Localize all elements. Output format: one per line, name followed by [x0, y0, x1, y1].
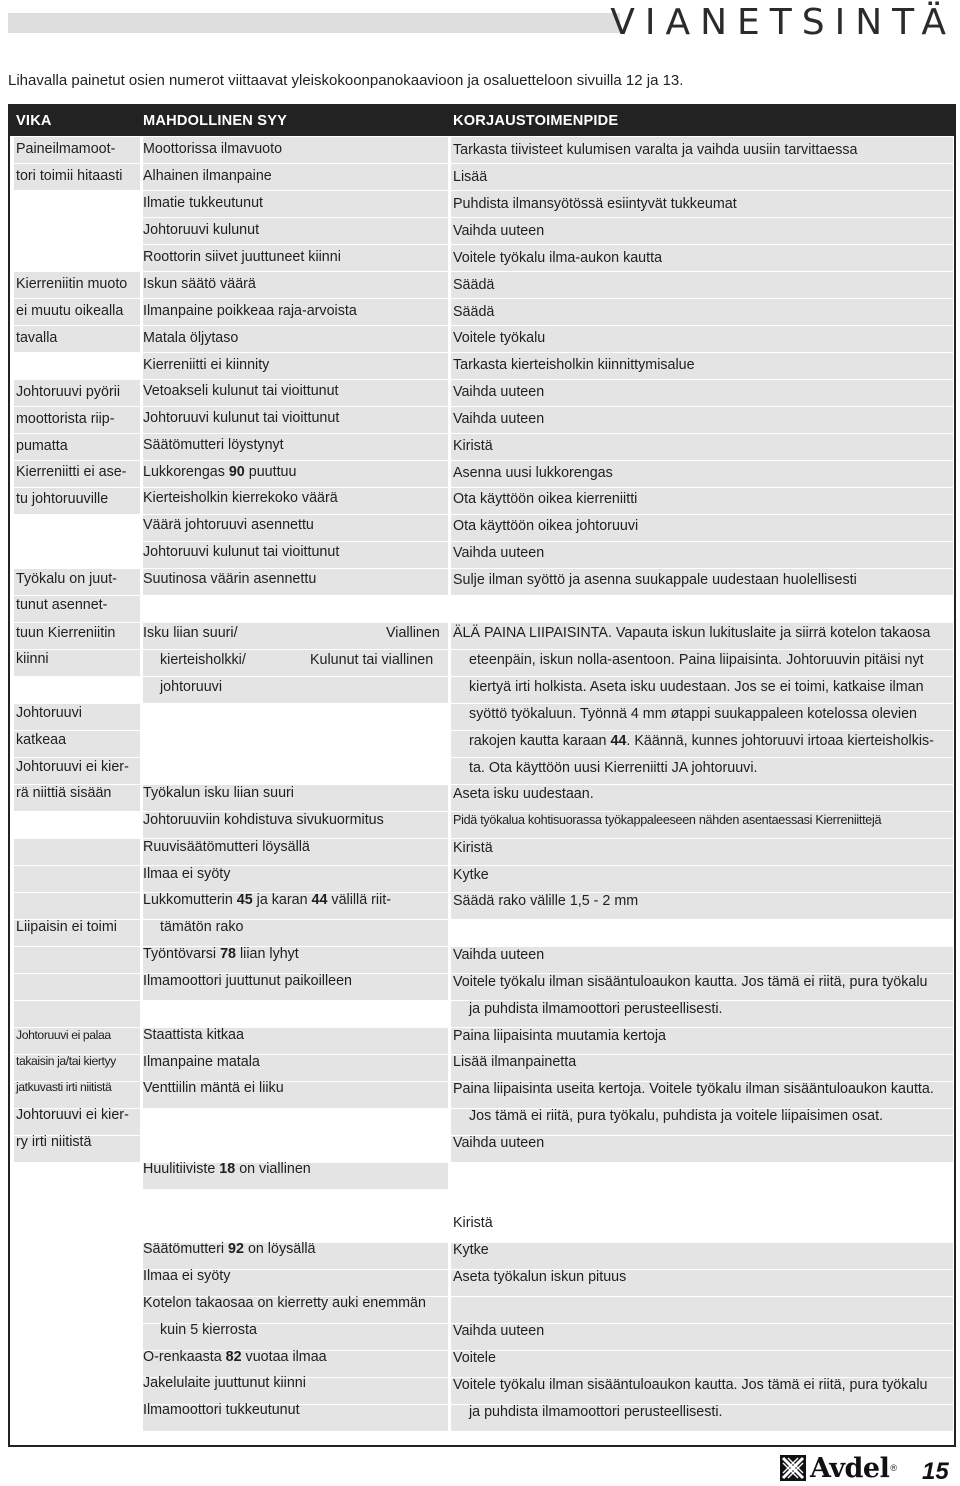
remedy-cell: Aseta isku uudestaan. — [453, 786, 594, 802]
remedy-cell — [469, 734, 934, 750]
cause-cell: Jakelulaite juuttunut kiinni — [143, 1375, 306, 1391]
fault-cell: Kierreniitti ei ase- — [16, 464, 127, 480]
cause-cell: Ilmaa ei syöty — [143, 866, 231, 882]
fault-cell: tunut asennet- — [16, 597, 108, 613]
cause-cell: Venttiilin mäntä ei liiku — [143, 1080, 284, 1096]
cause-cell: kuin 5 kierrosta — [160, 1322, 257, 1338]
cause-cell: Ilmamoottori juuttunut paikoilleen — [143, 973, 353, 989]
fault-cell: Johtoruuvi pyörii — [16, 384, 121, 400]
cause-cell — [143, 465, 296, 481]
cause-cell: Ilmanpaine matala — [143, 1054, 260, 1070]
fault-cell: tuun Kierreniitin — [16, 625, 116, 641]
part-number: 44 — [610, 733, 627, 749]
header-fault: VIKA — [16, 113, 52, 129]
cell-text: puuttuu — [248, 464, 297, 480]
cause-cell: Ilmanpaine poikkeaa raja-arvoista — [143, 303, 357, 319]
registered-mark: ® — [890, 1463, 897, 1473]
fault-cell: Johtoruuvi — [16, 705, 82, 721]
header-bar — [8, 13, 620, 33]
cell-text: Huulitiiviste — [143, 1161, 216, 1177]
fault-cell: kiinni — [16, 651, 49, 667]
remedy-cell: Puhdista ilmansyötössä esiintyvät tukkeumat — [453, 196, 737, 212]
avdel-logo-icon — [780, 1455, 806, 1481]
remedy-cell: ta. Ota käyttöön uusi Kierreniitti JA johtoruuvi. — [469, 760, 758, 776]
fault-cell: ei muutu oikealla — [16, 303, 124, 319]
row-stripe — [14, 974, 140, 1001]
cause-cell — [143, 1242, 316, 1258]
cell-text: Lukkomutterin — [143, 892, 233, 908]
remedy-cell: Kiristä — [453, 840, 493, 856]
remedy-cell: Tarkasta tiivisteet kulumisen varalta ja vaihda uusiin tarvittaessa — [453, 142, 858, 158]
remedy-cell: Pidä työkalua kohtisuorassa työkappaleeseen nähden asentaessasi Kierreniittejä — [453, 813, 882, 827]
fault-cell: tori toimii hitaasti — [16, 168, 123, 184]
remedy-cell: Kytke — [453, 867, 489, 883]
intro-text: Lihavalla painetut osien numerot viittaavat yleiskokoonpanokaavioon ja osaluetteloon sivuilla 12 ja 13. — [8, 72, 684, 89]
row-stripe — [14, 1001, 140, 1028]
fault-cell: Työkalu on juut- — [16, 571, 117, 587]
cause-cell: Johtoruuvi kulunut tai vioittunut — [143, 410, 340, 426]
fault-cell: Paineilmamoot- — [16, 141, 116, 157]
cause-cell: Viallinen — [386, 625, 440, 641]
cell-text: Säätömutteri — [143, 1241, 225, 1257]
cause-cell: Kierteisholkin kierrekoko väärä — [143, 490, 338, 506]
cell-text: rakojen kautta karaan — [469, 733, 607, 749]
cause-cell: Alhainen ilmanpaine — [143, 168, 272, 184]
remedy-cell: Säädä rako välille 1,5 - 2 mm — [453, 893, 639, 909]
page-number: 15 — [922, 1458, 949, 1485]
cause-cell: Kotelon takaosaa on kierretty auki enemmän — [143, 1295, 426, 1311]
fault-cell: Johtoruuvi ei palaa — [16, 1028, 111, 1042]
remedy-cell: Vaihda uuteen — [453, 411, 545, 427]
cause-cell: Kierreniitti ei kiinnity — [143, 357, 270, 373]
remedy-cell: Asenna uusi lukkorengas — [453, 465, 613, 481]
remedy-cell: Jos tämä ei riitä, pura työkalu, puhdista ja voitele liipaisimen osat. — [469, 1108, 884, 1124]
fault-cell: moottorista riip- — [16, 411, 115, 427]
remedy-cell: Ota käyttöön oikea johtoruuvi — [453, 518, 639, 534]
remedy-cell: Sulje ilman syöttö ja asenna suukappale uudestaan huolellisesti — [453, 572, 857, 588]
remedy-cell: ÄLÄ PAINA LIIPAISINTA. Vapauta iskun lukituslaite ja siirrä kotelon takaosa — [453, 625, 931, 641]
cause-cell: Iskun säätö väärä — [143, 276, 256, 292]
fault-cell: Kierreniitin muoto — [16, 276, 128, 292]
remedy-cell: Voitele työkalu ilman sisääntuloaukon kautta. Jos tämä ei riitä, pura työkalu — [453, 1377, 928, 1393]
remedy-cell: Lisää — [453, 169, 488, 185]
row-stripe — [451, 866, 953, 893]
row-stripe — [451, 1351, 953, 1378]
remedy-cell: Ota käyttöön oikea kierreniitti — [453, 491, 638, 507]
remedy-cell: Voitele työkalu — [453, 330, 546, 346]
cell-text: vuotaa ilmaa — [245, 1349, 327, 1365]
part-number: 18 — [219, 1161, 236, 1177]
fault-cell: takaisin ja/tai kiertyy — [16, 1054, 116, 1068]
fault-cell: rä niittiä sisään — [16, 785, 112, 801]
cause-cell: Väärä johtoruuvi asennettu — [143, 517, 314, 533]
row-stripe — [14, 866, 140, 893]
remedy-cell: Vaihda uuteen — [453, 1135, 545, 1151]
remedy-cell: Tarkasta kierteisholkin kiinnittymisalue — [453, 357, 695, 373]
remedy-cell: Kiristä — [453, 1215, 493, 1231]
part-number: 90 — [228, 464, 245, 480]
row-stripe — [451, 299, 953, 326]
remedy-cell: Paina liipaisinta muutamia kertoja — [453, 1028, 666, 1044]
part-number: 45 — [236, 892, 253, 908]
cause-cell: johtoruuvi — [160, 679, 222, 695]
cause-cell: Johtoruuviin kohdistuva sivukuormitus — [143, 812, 384, 828]
cause-cell: Moottorissa ilmavuoto — [143, 141, 283, 157]
cause-cell: Työkalun isku liian suuri — [143, 785, 294, 801]
remedy-cell: syöttö työkaluun. Työnnä 4 mm øtappi suukappaleen kotelossa olevien — [469, 706, 917, 722]
cell-text: liian lyhyt — [239, 946, 299, 962]
cause-cell: Kulunut tai viallinen — [310, 652, 434, 668]
cause-cell — [143, 1350, 327, 1366]
fault-cell: ry irti niitistä — [16, 1134, 92, 1150]
cause-cell: Ilmaa ei syöty — [143, 1268, 231, 1284]
header-cause: MAHDOLLINEN SYY — [143, 113, 288, 129]
fault-cell: tavalla — [16, 330, 58, 346]
cause-cell: Johtoruuvi kulunut tai vioittunut — [143, 544, 340, 560]
cause-cell: kierteisholkki/ — [160, 652, 246, 668]
header-remedy: KORJAUSTOIMENPIDE — [453, 113, 619, 129]
fault-cell: Liipaisin ei toimi — [16, 919, 117, 935]
remedy-cell: ja puhdista ilmamoottori perusteellisesti. — [469, 1404, 723, 1420]
remedy-cell: Lisää ilmanpainetta — [453, 1054, 577, 1070]
cause-cell: Johtoruuvi kulunut — [143, 222, 260, 238]
brand-name: Avdel — [810, 1452, 890, 1484]
cause-cell — [143, 1162, 311, 1178]
row-stripe — [14, 893, 140, 920]
cause-cell — [143, 947, 299, 963]
remedy-cell: Voitele työkalu ilma-aukon kautta — [453, 250, 663, 266]
remedy-cell: Voitele — [453, 1350, 496, 1366]
remedy-cell: ja puhdista ilmamoottori perusteellisesti. — [469, 1001, 723, 1017]
remedy-cell: Vaihda uuteen — [453, 947, 545, 963]
page-title: VIANETSINTÄ — [610, 2, 956, 43]
row-stripe — [14, 839, 140, 866]
cause-cell: Vetoakseli kulunut tai vioittunut — [143, 383, 339, 399]
part-number: 92 — [228, 1241, 244, 1257]
remedy-cell: Säädä — [453, 277, 495, 293]
cell-text: on viallinen — [239, 1161, 311, 1177]
cause-cell: Ilmamoottori tukkeutunut — [143, 1402, 300, 1418]
cell-text: ja karan — [256, 892, 308, 908]
remedy-cell: Vaihda uuteen — [453, 545, 545, 561]
remedy-cell: kiertyä irti holkista. Aseta isku uudestaan. Jos se ei toimi, katkaise ilman — [469, 679, 924, 695]
remedy-cell: Kytke — [453, 1242, 489, 1258]
cause-cell — [143, 893, 391, 909]
row-stripe — [451, 434, 953, 461]
cause-cell: Matala öljytaso — [143, 330, 239, 346]
cause-cell: tämätön rako — [160, 919, 244, 935]
fault-cell: Johtoruuvi ei kier- — [16, 759, 129, 775]
remedy-cell: Vaihda uuteen — [453, 1323, 545, 1339]
fault-cell: katkeaa — [16, 732, 67, 748]
fault-cell: tu johtoruuville — [16, 491, 109, 507]
cell-text: Lukkorengas — [143, 464, 225, 480]
remedy-cell: Vaihda uuteen — [453, 384, 545, 400]
cause-cell: Staattista kitkaa — [143, 1027, 244, 1043]
cell-text: O-renkaasta — [143, 1349, 222, 1365]
row-stripe — [14, 947, 140, 974]
fault-cell: Johtoruuvi ei kier- — [16, 1107, 129, 1123]
remedy-cell: Aseta työkalun iskun pituus — [453, 1269, 627, 1285]
remedy-cell: eteenpäin, iskun nolla-asentoon. Paina liipaisinta. Johtoruuvin pitäisi nyt — [469, 652, 924, 668]
cell-text: välillä riit- — [331, 892, 391, 908]
remedy-cell: Vaihda uuteen — [453, 223, 545, 239]
remedy-cell: Kiristä — [453, 438, 493, 454]
row-stripe — [451, 839, 953, 866]
cause-cell: Säätömutteri löystynyt — [143, 437, 284, 453]
row-stripe — [451, 272, 953, 299]
avdel-logo — [780, 1454, 897, 1482]
part-number: 78 — [220, 946, 236, 962]
part-number: 82 — [225, 1349, 242, 1365]
row-stripe — [451, 164, 953, 191]
cell-text: Työntövarsi — [143, 946, 217, 962]
cause-cell: Ilmatie tukkeutunut — [143, 195, 264, 211]
cause-cell: Roottorin siivet juuttuneet kiinni — [143, 249, 341, 265]
cell-text: on löysällä — [247, 1241, 316, 1257]
cause-cell: Isku liian suuri/ — [143, 625, 238, 641]
remedy-cell: Voitele työkalu ilman sisääntuloaukon kautta. Jos tämä ei riitä, pura työkalu — [453, 974, 928, 990]
row-stripe — [451, 1297, 953, 1324]
cause-cell: Ruuvisäätömutteri löysällä — [143, 839, 310, 855]
part-number: 44 — [311, 892, 328, 908]
remedy-cell: Säädä — [453, 304, 495, 320]
fault-cell: jatkuvasti irti niitistä — [16, 1080, 112, 1094]
cell-text: . Käännä, kunnes johtoruuvi irtoaa kierteisholkis- — [626, 733, 934, 749]
cause-cell: Suutinosa väärin asennettu — [143, 571, 317, 587]
row-stripe — [451, 1243, 953, 1270]
fault-cell: pumatta — [16, 438, 68, 454]
remedy-cell: Paina liipaisinta useita kertoja. Voitele työkalu ilman sisääntuloaukon kautta. — [453, 1081, 934, 1097]
